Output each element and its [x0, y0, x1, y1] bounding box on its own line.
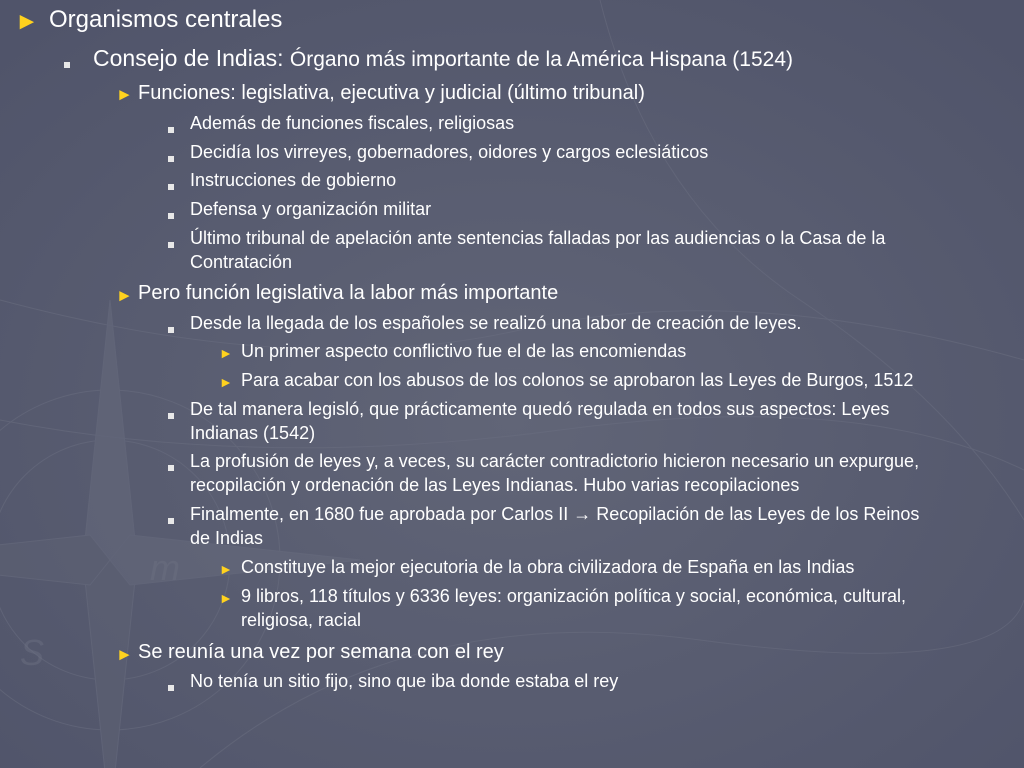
bullet-level2	[93, 45, 793, 72]
bullet-level4: No tenía un sitio fijo, sino que iba donde estaba el rey	[190, 671, 619, 691]
bullet-level5: Constituye la mejor ejecutoria de la obra civilizadora de España en las Indias	[241, 557, 855, 577]
square-bullet-icon	[168, 406, 174, 424]
bullet-level5-continuation: religiosa, racial	[241, 610, 362, 630]
triangle-bullet-icon: ►	[219, 374, 233, 390]
square-bullet-icon	[168, 458, 174, 476]
bullet-level4: La profusión de leyes y, a veces, su carácter contradictorio hicieron necesario un expurgue,	[190, 451, 920, 471]
bullet-level4-continuation: Contratación	[190, 252, 293, 272]
consejo-label: Consejo de Indias:	[93, 45, 290, 71]
bullet-level4: Desde la llegada de los españoles se realizó una labor de creación de leyes.	[190, 313, 802, 333]
svg-text:S: S	[20, 632, 45, 673]
bullet-level4: Instrucciones de gobierno	[190, 170, 397, 190]
square-bullet-icon	[168, 177, 174, 195]
square-bullet-icon	[168, 120, 174, 138]
bullet-level5: Para acabar con los abusos de los colonos se aprobaron las Leyes de Burgos, 1512	[241, 370, 914, 390]
square-bullet-icon	[168, 206, 174, 224]
bullet-level5: 9 libros, 118 títulos y 6336 leyes: organización política y social, económica, cultural,	[241, 586, 907, 606]
square-bullet-icon	[168, 149, 174, 167]
consejo-description: Órgano más importante de la América Hispana (1524)	[289, 48, 793, 71]
bullet-level4: Defensa y organización militar	[190, 199, 432, 219]
square-bullet-icon	[168, 511, 174, 529]
bullet-level4-continuation: de Indias	[190, 528, 264, 548]
square-bullet-icon	[168, 678, 174, 696]
triangle-bullet-icon: ►	[116, 286, 133, 305]
bullet-level3-funciones: Funciones: legislativa, ejecutiva y judicial (último tribunal)	[138, 82, 645, 104]
triangle-bullet-icon: ►	[116, 645, 133, 664]
bullet-level3-reunia: Se reunía una vez por semana con el rey	[138, 641, 504, 663]
bullet-level4: Último tribunal de apelación ante sentencias falladas por las audiencias o la Casa de la	[190, 228, 886, 248]
bullet-level4: Además de funciones fiscales, religiosas	[190, 113, 515, 133]
bullet-level4-continuation: recopilación y ordenación de las Leyes Indianas. Hubo varias recopilaciones	[190, 475, 800, 495]
bullet-level4: De tal manera legisló, que prácticamente quedó regulada en todos sus aspectos: Leyes	[190, 399, 890, 419]
bullet-level4-continuation: Indianas (1542)	[190, 423, 316, 443]
bullet-level4: Finalmente, en 1680 fue aprobada por Carlos II → Recopilación de las Leyes de los Reinos	[190, 504, 920, 524]
bullet-level3-legislativa: Pero función legislativa la labor más importante	[138, 282, 559, 304]
square-bullet-icon	[168, 235, 174, 253]
triangle-bullet-icon: ►	[15, 8, 39, 35]
square-bullet-icon	[168, 320, 174, 338]
triangle-bullet-icon: ►	[219, 561, 233, 577]
triangle-bullet-icon: ►	[116, 85, 133, 104]
bullet-level1: Organismos centrales	[49, 6, 283, 33]
triangle-bullet-icon: ►	[219, 590, 233, 606]
svg-text:m: m	[150, 547, 180, 588]
bullet-level5: Un primer aspecto conflictivo fue el de las encomiendas	[241, 341, 687, 361]
bullet-level4: Decidía los virreyes, gobernadores, oidores y cargos eclesiáticos	[190, 142, 709, 162]
triangle-bullet-icon: ►	[219, 345, 233, 361]
square-bullet-icon	[64, 55, 70, 73]
